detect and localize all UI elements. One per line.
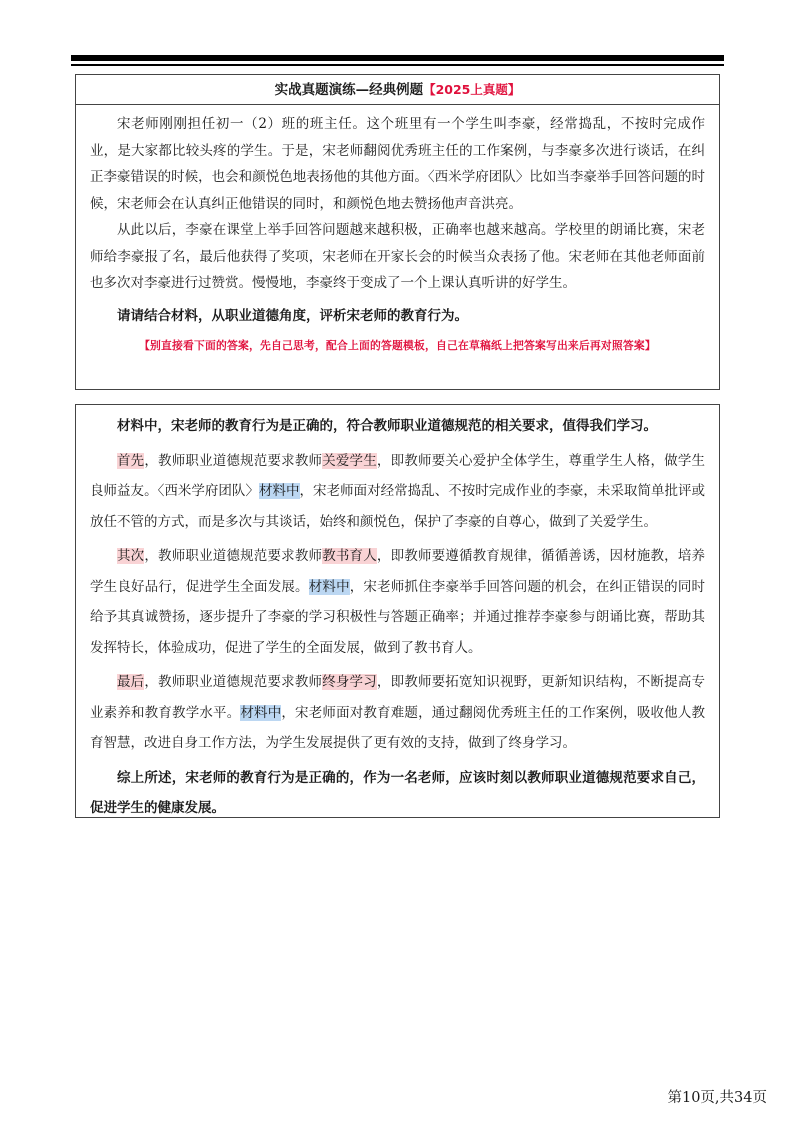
point-text: ，即教师要拓宽知识视野，更新知识结构，不断提高专业素养和教育教学水平。 <box>90 674 706 721</box>
answer-intro: 材料中，宋老师的教育行为是正确的，符合教师职业道德规范的相关要求，值得我们学习。 <box>117 418 657 434</box>
point-text: ，教师职业道德规范要求教师 <box>144 548 323 564</box>
answer-point-3 <box>90 667 705 759</box>
answer-hint: 【别直接看下面的答案，先自己思考，配合上面的答题模板，自己在草稿纸上把答案写出来后再对照答案】 <box>139 339 656 352</box>
question-prompt: 请请结合材料，从职业道德角度，评析宋老师的教育行为。 <box>117 307 468 324</box>
exam-tag: 【2025上真题】 <box>423 82 521 97</box>
material-ref: 材料中 <box>258 483 300 499</box>
material-body <box>76 105 719 360</box>
material-paragraph-2: 从此以后，李豪在课堂上举手回答问题越来越积极，正确率也越来越高。学校里的朗诵比赛，宋老师给李豪报了名，最后他获得了奖项，宋老师在开家长会的时候当众表扬了他。宋老师在其他老师面前也多次对李豪进行过赞赏。慢慢地，李豪终于变成了一个上课认真听讲的好学生。 <box>90 222 705 291</box>
answer-point-2 <box>90 541 705 663</box>
material-ref: 材料中 <box>240 704 282 721</box>
answer-point-1 <box>90 446 705 538</box>
point-text: ，即教师要遵循教育规律，循循善诱，因材施教，培养学生良好品行，促进学生全面发展。 <box>90 548 706 595</box>
point-text: ，宋老师面对教育难题，通过翻阅优秀班主任的工作案例，吸收他人教育智慧，改进自身工作方法，为学生发展提供了更有效的支持，做到了终身学习。 <box>90 704 706 751</box>
page-number: 第10页,共34页 <box>667 1090 767 1106</box>
answer-box <box>75 404 720 818</box>
point-keyword: 终身学习 <box>322 674 377 690</box>
point-lead: 最后 <box>117 674 145 690</box>
point-lead: 其次 <box>117 548 145 564</box>
point-text: ，宋老师面对经常捣乱、不按时完成作业的李豪，未采取简单批评或放任不管的方式，而是多次与其谈话，始终和颜悦色，保护了李豪的自尊心，做到了关爱学生。 <box>90 483 706 530</box>
point-text: ，即教师要关心爱护全体学生，尊重学生人格，做学生良师益友。〈西米学府团队〉 <box>90 452 706 499</box>
question-box <box>75 74 720 390</box>
question-title: 实战真题演练—经典例题 <box>274 82 424 98</box>
point-keyword: 关爱学生 <box>322 452 377 469</box>
material-paragraph-1: 宋老师刚刚担任初一（2）班的班主任。这个班里有一个学生叫李豪，经常捣乱，不按时完成作业，是大家都比较头疼的学生。于是，宋老师翻阅优秀班主任的工作案例，与李豪多次进行谈话，在纠正李豪错误的时候，也会和颜悦色地表扬他的其他方面。〈西米学府团队〉比如当李豪举手回答问题的时候，宋老师会在认真纠正他错误的同时，和颜悦色地去赞扬他声音洪亮。 <box>90 116 705 212</box>
material-ref: 材料中 <box>308 578 350 595</box>
point-keyword: 教书育人 <box>322 548 377 564</box>
point-text: ，教师职业道德规范要求教师 <box>144 674 323 690</box>
answer-conclusion: 综上所述，宋老师的教育行为是正确的，作为一名老师，应该时刻以教师职业道德规范要求自己，促进学生的健康发展。 <box>90 769 705 816</box>
question-box-header <box>76 75 719 105</box>
point-lead: 首先 <box>117 452 145 469</box>
point-text: ，宋老师抓住李豪举手回答问题的机会，在纠正错误的同时给予其真诚赞扬，逐步提升了李豪的学习积极性与答题正确率；并通过推荐李豪参与朗诵比赛，帮助其发挥特长，体验成功，促进了学生的全面发展，做到了教书育人。 <box>90 578 706 656</box>
header-rule-thick <box>71 55 724 61</box>
header-rule-thin <box>71 64 724 66</box>
point-text: ，教师职业道德规范要求教师 <box>144 452 323 469</box>
